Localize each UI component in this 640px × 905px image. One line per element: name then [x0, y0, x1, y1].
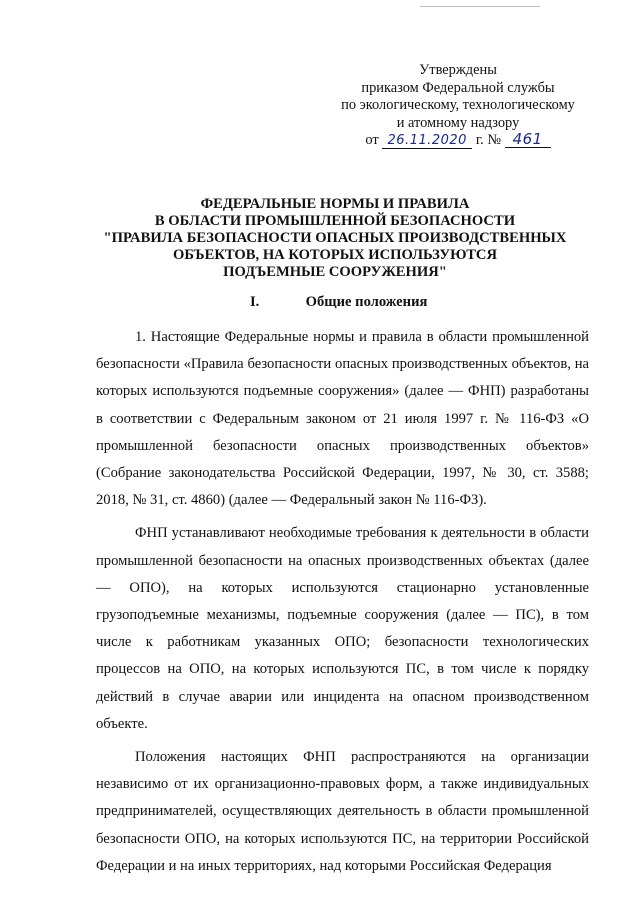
approval-stamp	[318, 62, 598, 150]
date-prefix: от	[365, 132, 379, 148]
title-line: ОБЪЕКТОВ, НА КОТОРЫХ ИСПОЛЬЗУЮТСЯ	[172, 247, 498, 263]
handwritten-order-number: 461	[505, 132, 551, 148]
paragraph: Положения настоящих ФНП распространяются на организации независимо от их организационно-правовых форм, а также индивидуальных предпринимателей, осуществляющих деятельность в области промышленной безопасности ОПО, на которых используются ПС, на территории Российской Федерации и на иных территориях, над которыми Российская Федерация	[96, 749, 589, 874]
document-title	[70, 196, 600, 281]
approval-date-row	[318, 132, 598, 150]
title-line: ФЕДЕРАЛЬНЫЕ НОРМЫ И ПРАВИЛА	[200, 196, 470, 212]
title-line: "ПРАВИЛА БЕЗОПАСНОСТИ ОПАСНЫХ ПРОИЗВОДСТВЕННЫХ	[103, 230, 567, 246]
section-title: Общие положения	[305, 294, 428, 310]
approval-line: Утверждены	[419, 62, 497, 78]
title-line: ПОДЪЕМНЫЕ СООРУЖЕНИЯ"	[223, 264, 447, 280]
approval-line: и атомному надзору	[396, 114, 520, 131]
section-heading	[250, 294, 510, 311]
section-number: I.	[250, 294, 260, 310]
scan-edge-line	[420, 6, 540, 7]
title-line: В ОБЛАСТИ ПРОМЫШЛЕННОЙ БЕЗОПАСНОСТИ	[154, 213, 516, 229]
approval-line: по экологическому, технологическому	[341, 97, 575, 113]
approval-line: приказом Федеральной службы	[361, 79, 555, 96]
document-body	[96, 324, 589, 886]
order-number-label: г. №	[475, 132, 502, 148]
paragraph: 1. Настоящие Федеральные нормы и правила в области промышленной безопасности «Правила безопасности опасных производственных объектов, на которых используются подъемные сооружения» (далее — ФНП) разработаны в соответствии с Федеральным законом от 21 июля 1997 г. № 116-ФЗ «О промышленной безопасности опасных производственных объектов» (Собрание законодательства Российской Федерации, 1997, № 30, ст. 3588; 2018, № 31, ст. 4860) (далее — Федеральный закон № 116-ФЗ).	[96, 329, 589, 509]
paragraph: ФНП устанавливают необходимые требования к деятельности в области промышленной безопасности на опасных производственных объектах (далее — ОПО), на которых используются стационарно установленные грузоподъемные механизмы, подъемные сооружения (далее — ПС), в том числе к работникам указанных ОПО; безопасности технологических процессов на ОПО, на которых используются ПС, в том числе к порядку действий в случае аварии или инцидента на опасном производственном объекте.	[96, 525, 589, 732]
handwritten-date: 26.11.2020	[382, 133, 472, 149]
